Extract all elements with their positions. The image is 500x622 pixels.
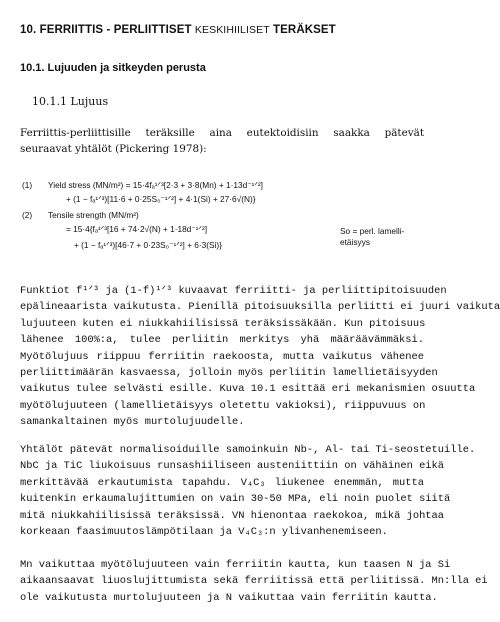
equation-2-line-3: + (1 − fₐ¹ᐟ³)[46·7 + 0·23S₀⁻¹ᐟ²] + 6·3(Si)} bbox=[74, 240, 222, 250]
chapter-title-end: TERÄKSET bbox=[273, 24, 336, 36]
paragraph-line: myötölujuuteen (lamellietäisyys oletettu vakioksi), riippuvuus on bbox=[20, 399, 426, 412]
equation-1-line-2: + (1 − fₐ¹ᐟ³)[11·6 + 0·25S₀⁻¹ᐟ²] + 4·1(Si) + 27·6√(N)} bbox=[66, 194, 256, 204]
equation-2-line-1: Tensile strength (MN/m²) bbox=[48, 210, 139, 220]
paragraph-line: merkittävää erkautumista tapahdu. V₄C₃ liukenee enemmän, mutta bbox=[20, 476, 424, 489]
side-note-line-1: So = perl. lamelli- bbox=[340, 226, 405, 236]
intro-paragraph bbox=[20, 125, 424, 158]
chapter-heading bbox=[20, 24, 336, 36]
paragraph-line: epälineaarista vaikutusta. Pienillä pitoisuuksilla perliitti ei juuri vaikuta bbox=[20, 301, 500, 314]
paragraph-line: vaikutus tulee selvästi esille. Kuva 10.1 esittää eri mekanismien osuutta bbox=[20, 383, 476, 396]
paragraph-line: NbC ja TiC liukoisuus runsashiiliseen austeniittiin on vähäinen eikä bbox=[20, 460, 445, 473]
paragraph-line: Mn vaikuttaa myötölujuuteen vain ferriitin kautta, kun taasen N ja Si bbox=[20, 559, 451, 571]
paragraph-line: lähenee 100%:a, tulee perliitin merkitys yhä määräävämmäksi. bbox=[20, 334, 424, 347]
paragraph-line: Myötölujuus riippuu ferriitin raekoosta, mutta vaikutus vähenee bbox=[20, 350, 424, 363]
equation-1-label: (1) bbox=[22, 180, 33, 190]
chapter-title-bold: FERRIITTIS - PERLIITTISET bbox=[39, 24, 192, 36]
equation-2-label: (2) bbox=[22, 210, 33, 220]
side-note bbox=[340, 226, 404, 248]
paragraph-line: samankaltainen myös murtolujuudelle. bbox=[20, 416, 245, 429]
equation-1-line-1: Yield stress (MN/m²) = 15·4fₐ¹ᐟ³[2·3 + 3·8(Mn) + 1·13d⁻¹ᐟ²] bbox=[48, 180, 263, 190]
paragraph-line: lujuuteen kuten ei niukkahiilisissä teräksissäkään. Kun pitoisuus bbox=[20, 317, 426, 330]
section-heading: 10.1. Lujuuden ja sitkeyden perusta bbox=[20, 62, 206, 74]
paragraph-line: korkeaan faasimuutoslämpötilaan ja V₄C₃:n ylivanhenemiseen. bbox=[20, 525, 388, 538]
chapter-number: 10. bbox=[20, 24, 37, 36]
side-note-line-2: etäisyys bbox=[340, 237, 370, 247]
intro-line: seuraavat yhtälöt (Pickering 1978): bbox=[20, 143, 207, 156]
paragraph-line: ole vaikutusta murtolujuuteen ja N vaikuttaa vain ferriitin kautta. bbox=[20, 591, 438, 604]
paragraph-line: Funktiot f¹ᐟ³ ja (1-f)¹ᐟ³ kuvaavat ferriitti- ja perliittipitoisuuden bbox=[20, 285, 447, 297]
paragraph-line: kuitenkin erkaumalujittumien on vain 30-50 MPa, eli noin puolet siitä bbox=[20, 493, 451, 506]
paragraph-line: mitä niukkahiilisissä teräksissä. VN hienontaa raekokoa, mikä johtaa bbox=[20, 509, 445, 522]
paragraph-mn-n-si bbox=[20, 557, 488, 606]
paragraph-functions bbox=[20, 283, 500, 431]
equation-2-line-2: = 15·4{fₐ¹ᐟ³[16 + 74·2√(N) + 1·18d⁻¹ᐟ²] bbox=[66, 224, 208, 234]
subsection-heading: 10.1.1 Lujuus bbox=[32, 95, 109, 108]
paragraph-alloys bbox=[20, 442, 476, 540]
intro-line: Ferriittis-perliittisille teräksille aina eutektoidisiin saakka pätevät bbox=[20, 127, 424, 139]
paragraph-line: aikaansaavat liuoslujittumista sekä ferriitissä että perliitissä. Mn:lla ei bbox=[20, 575, 488, 588]
chapter-title-mid: KESKIHIILISET bbox=[194, 24, 270, 36]
paragraph-line: perliittimäärän kasvaessa, jolloin myös perliitin lamellietäisyyden bbox=[20, 366, 438, 379]
paragraph-line: Yhtälöt pätevät normalisoiduille samoinkuin Nb-, Al- tai Ti-seostetuille. bbox=[20, 444, 476, 456]
